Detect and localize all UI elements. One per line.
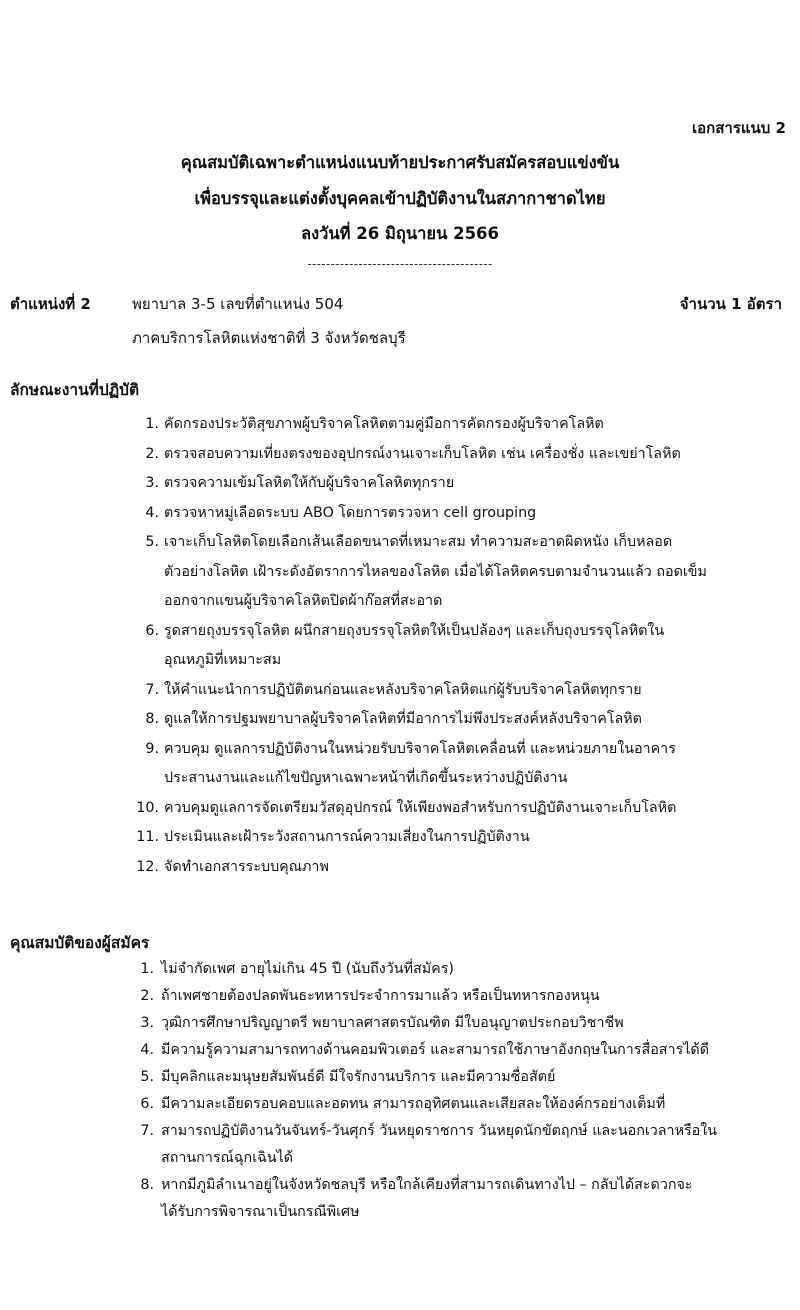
- duty-item: [136, 676, 707, 706]
- duty-item-text: คัดกรองประวัติสุขภาพผู้บริจาคโลหิตตามคู่มือการคัดกรองผู้บริจาคโลหิต: [164, 416, 604, 432]
- duty-item-number: 12.: [136, 858, 159, 875]
- duty-item: [136, 823, 707, 853]
- position-label: ตำแหน่งที่ 2: [10, 295, 91, 313]
- title-date: ลงวันที่ 26 มิถุนายน 2566: [300, 224, 500, 243]
- duty-item: [136, 853, 707, 883]
- qualifications-heading: คุณสมบัติของผู้สมัคร: [10, 934, 150, 952]
- qualification-item-number: 3.: [140, 1015, 154, 1031]
- duty-item: [136, 617, 707, 676]
- duty-item-text: ตรวจความเข้มโลหิตให้กับผู้บริจาคโลหิตทุกราย: [164, 475, 455, 491]
- duty-item-number: 11.: [136, 829, 159, 845]
- qualification-item-text: สถานการณ์ฉุกเฉินได้: [161, 1150, 294, 1166]
- position-quota: จำนวน 1 อัตรา: [679, 295, 782, 313]
- qualification-item: [131, 1172, 717, 1226]
- duty-item-number: 8.: [145, 711, 159, 727]
- duty-item-number: 6.: [145, 622, 159, 639]
- qualification-item-text: วุฒิการศึกษาปริญญาตรี พยาบาลศาสตรบัณฑิต มีใบอนุญาตประกอบวิชาชีพ: [161, 1015, 624, 1031]
- qualification-item-text: ไม่จำกัดเพศ อายุไม่เกิน 45 ปี (นับถึงวันที่สมัคร): [161, 961, 454, 977]
- qualification-item-number: 8.: [140, 1177, 154, 1193]
- qualification-item-number: 2.: [140, 988, 154, 1004]
- duty-item-text: อุณหภูมิที่เหมาะสม: [164, 652, 282, 668]
- qualification-item: [131, 1010, 717, 1037]
- qualification-item: [131, 1091, 717, 1118]
- title-line-1: คุณสมบัติเฉพาะตำแหน่งแนบท้ายประกาศรับสมัครสอบแข่งขัน: [180, 153, 620, 172]
- qualification-item-number: 5.: [140, 1069, 154, 1085]
- qualification-item-text: หากมีภูมิลำเนาอยู่ในจังหวัดชลบุรี หรือใกล้เคียงที่สามารถเดินทางไป – กลับได้สะดวกจะ: [161, 1177, 693, 1193]
- qualification-item: [131, 1118, 717, 1172]
- qualification-item-text: มีความละเอียดรอบคอบและอดทน สามารถอุทิศตนและเสียสละให้องค์กรอย่างเต็มที่: [161, 1096, 666, 1112]
- duty-item-number: 4.: [145, 504, 159, 521]
- duty-item-text: ตัวอย่างโลหิต เฝ้าระดังอัตราการไหลของโลหิต เมื่อได้โลหิตครบตามจำนวนแล้ว ถอดเข็ม: [164, 563, 707, 580]
- duty-item-number: 1.: [145, 416, 159, 432]
- duty-item-text: ประเมินและเฝ้าระวังสถานการณ์ความเสี่ยงในการปฏิบัติงาน: [164, 829, 530, 845]
- qualifications-list: [131, 956, 717, 1226]
- duty-item: [136, 794, 707, 824]
- qualification-item-number: 1.: [140, 961, 154, 977]
- qualification-item-number: 7.: [140, 1123, 154, 1139]
- duty-item: [136, 705, 707, 735]
- separator-line: ----------------------------------------: [307, 257, 493, 271]
- duty-item: [136, 499, 707, 529]
- position-title: พยาบาล 3-5 เลขที่ตำแหน่ง 504: [132, 295, 344, 313]
- qualification-item: [131, 1064, 717, 1091]
- duty-item-text: ตรวจหาหมู่เลือดระบบ ABO โดยการตรวจหา cell grouping: [164, 504, 537, 521]
- duty-item-text: ควบคุม ดูแลการปฏิบัติงานในหน่วยรับบริจาคโลหิตเคลื่อนที่ และหน่วยภายในอาคาร: [164, 740, 676, 757]
- duties-list: [136, 410, 707, 882]
- duty-item-text: ดูแลให้การปฐมพยาบาลผู้บริจาคโลหิตที่มีอาการไม่พึงประสงค์หลังบริจาคโลหิต: [164, 711, 642, 727]
- annex-label: เอกสารแนบ 2: [692, 119, 786, 137]
- duty-item: [136, 410, 707, 440]
- qualification-item: [131, 956, 717, 983]
- qualification-item-number: 4.: [140, 1042, 154, 1058]
- duty-item: [136, 528, 707, 617]
- duty-item-text: รูดสายถุงบรรจุโลหิต ผนึกสายถุงบรรจุโลหิตให้เป็นปล้องๆ และเก็บถุงบรรจุโลหิตใน: [164, 622, 665, 639]
- title-line-2: เพื่อบรรจุและแต่งตั้งบุคคลเข้าปฏิบัติงานในสภากาชาดไทย: [194, 189, 606, 208]
- qualification-item-number: 6.: [140, 1096, 154, 1112]
- duty-item-text: จัดทำเอกสารระบบคุณภาพ: [164, 858, 329, 875]
- qualification-item-text: ถ้าเพศชายต้องปลดพันธะทหารประจำการมาแล้ว หรือเป็นทหารกองหนุน: [161, 988, 600, 1004]
- duty-item-number: 7.: [145, 681, 159, 698]
- duty-item-number: 5.: [145, 534, 159, 550]
- duty-item-text: ให้คำแนะนำการปฏิบัติตนก่อนและหลังบริจาคโลหิตแก่ผู้รับบริจาคโลหิตทุกราย: [164, 681, 642, 698]
- position-unit: ภาคบริการโลหิตแห่งชาติที่ 3 จังหวัดชลบุรี: [132, 329, 406, 347]
- duty-item: [136, 735, 707, 794]
- duty-item-number: 9.: [145, 740, 159, 757]
- duty-item-text: ตรวจสอบความเที่ยงตรงของอุปกรณ์งานเจาะเก็บโลหิต เช่น เครื่องชั่ง และเขย่าโลหิต: [164, 445, 681, 462]
- duty-item-number: 2.: [145, 445, 159, 462]
- qualification-item-text: สามารถปฏิบัติงานวันจันทร์-วันศุกร์ วันหยุดราชการ วันหยุดนักขัตฤกษ์ และนอกเวลาหรือใน: [161, 1123, 718, 1139]
- duty-item: [136, 440, 707, 470]
- duty-item-number: 10.: [136, 799, 159, 816]
- qualification-item-text: ได้รับการพิจารณาเป็นกรณีพิเศษ: [161, 1204, 360, 1220]
- qualification-item: [131, 983, 717, 1010]
- duty-item-text: เจาะเก็บโลหิตโดยเลือกเส้นเลือดขนาดที่เหมาะสม ทำความสะอาดผิดหนัง เก็บหลอด: [164, 534, 673, 550]
- duty-item-text: ประสานงานและแก้ไขปัญหาเฉพาะหน้าที่เกิดขึ้นระหว่างปฏิบัติงาน: [164, 770, 568, 786]
- qualification-item-text: มีบุคลิกและมนุษยสัมพันธ์ดี มีใจรักงานบริการ และมีความซื่อสัตย์: [161, 1069, 556, 1085]
- duty-item: [136, 469, 707, 499]
- duty-item-text: ออกจากแขนผู้บริจาคโลหิตปิดผ้าก๊อสที่สะอาด: [164, 593, 443, 609]
- qualification-item-text: มีความรู้ความสามารถทางด้านคอมพิวเตอร์ และสามารถใช้ภาษาอังกฤษในการสื่อสารได้ดี: [161, 1042, 709, 1058]
- duties-heading: ลักษณะงานที่ปฏิบัติ: [10, 381, 140, 399]
- duty-item-text: ควบคุมดูแลการจัดเตรียมวัสดุอุปกรณ์ ให้เพียงพอสำหรับการปฏิบัติงานเจาะเก็บโลหิต: [164, 799, 677, 816]
- duty-item-number: 3.: [145, 475, 159, 491]
- qualification-item: [131, 1037, 717, 1064]
